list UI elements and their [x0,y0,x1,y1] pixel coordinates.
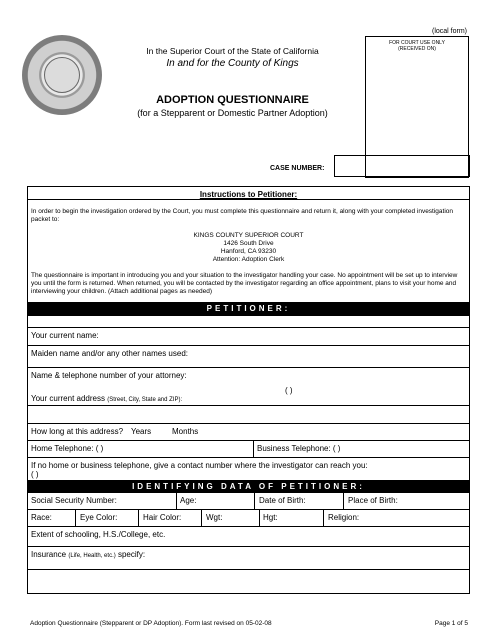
how-long-label: How long at this address? [31,427,124,436]
religion-field[interactable]: Religion: [328,513,360,522]
weight-field[interactable]: Wgt: [206,513,223,522]
court-use-received: (RECEIVED ON) [398,46,436,52]
insurance-label: Insurance [31,550,67,559]
footer-form-info: Adoption Questionnaire (Stepparent or DP Adoption). Form last revised on 05-02-08 [30,620,272,627]
court-line-2: In and for the County of Kings [166,58,299,69]
how-long-field[interactable] [27,424,470,441]
address-field[interactable] [27,398,470,424]
footer-page-number: Page 1 of 5 [434,620,468,627]
insurance-hint: (Life, Health, etc.) [68,553,116,559]
address-line: Attention: Adoption Clerk [212,256,285,263]
telephone-row [27,441,470,458]
address-line: Hanford, CA 93230 [220,248,277,255]
instructions-heading: Instructions to Petitioner: [199,190,298,199]
no-phone-label: If no home or business telephone, give a contact number where the investigator can reach you: [31,461,368,470]
form-type-tag: (local form) [431,28,467,35]
years-label: Years [131,427,152,436]
current-name-field[interactable] [27,328,470,346]
case-number-field[interactable] [334,155,470,177]
height-field[interactable]: Hgt: [263,513,278,522]
address-hint: (Street, City, State and ZIP): [107,397,183,403]
case-number-label: CASE NUMBER: [270,165,325,172]
attorney-label: Name & telephone number of your attorney: [31,371,187,380]
attorney-phone-parens: ( ) [285,386,293,395]
court-use-label: FOR COURT USE ONLY [389,40,445,46]
age-field[interactable]: Age: [180,496,197,505]
schooling-label: Extent of schooling, H.S./College, etc. [31,530,166,539]
address-label: Your current address [31,394,105,403]
hair-color-field[interactable]: Hair Color: [143,513,182,522]
ssn-field[interactable]: Social Security Number: [31,496,117,505]
address-line: 1426 South Drive [223,240,274,247]
maiden-name-label: Maiden name and/or any other names used: [31,349,188,358]
petitioner-section-bar: PETITIONER: [27,302,470,316]
race-field[interactable]: Race: [31,513,52,522]
court-seal-icon [22,35,102,115]
months-label: Months [172,427,199,436]
page-subtitle: (for a Stepparent or Domestic Partner Adoption) [137,108,328,118]
business-phone-field[interactable]: Business Telephone: ( ) [257,444,341,453]
identifying-row-1 [27,493,470,510]
instructions-paragraph-1: In order to begin the investigation ordered by the Court, you must complete this questionnaire and return it, along with your completed investigation packet to: [31,208,454,223]
address-line: KINGS COUNTY SUPERIOR COURT [193,232,304,239]
eye-color-field[interactable]: Eye Color: [80,513,118,522]
contact-number-parens: ( ) [31,470,39,479]
insurance-field[interactable] [27,547,470,570]
pob-field[interactable]: Place of Birth: [348,496,398,505]
court-line-1: In the Superior Court of the State of California [146,46,319,56]
page-title: ADOPTION QUESTIONNAIRE [156,94,309,106]
court-address [27,232,470,264]
identifying-section-bar: IDENTIFYING DATA OF PETITIONER: [27,481,470,493]
dob-field[interactable]: Date of Birth: [259,496,306,505]
instructions-paragraph-2: The questionnaire is important in introducing you and your situation to the investigator handling your case. No appointment will be set up to interview you until the form is returned. When returned, you will be contacted by the investigator regarding an office appointment, plans to visit your home and interviewing your children. (Attach additional pages as needed) [31,272,458,295]
maiden-name-field[interactable] [27,346,470,368]
schooling-field[interactable] [27,527,470,547]
home-phone-field[interactable]: Home Telephone: ( ) [31,444,104,453]
current-name-label: Your current name: [31,331,99,340]
identifying-row-2 [27,510,470,527]
insurance-specify: specify: [117,550,146,559]
